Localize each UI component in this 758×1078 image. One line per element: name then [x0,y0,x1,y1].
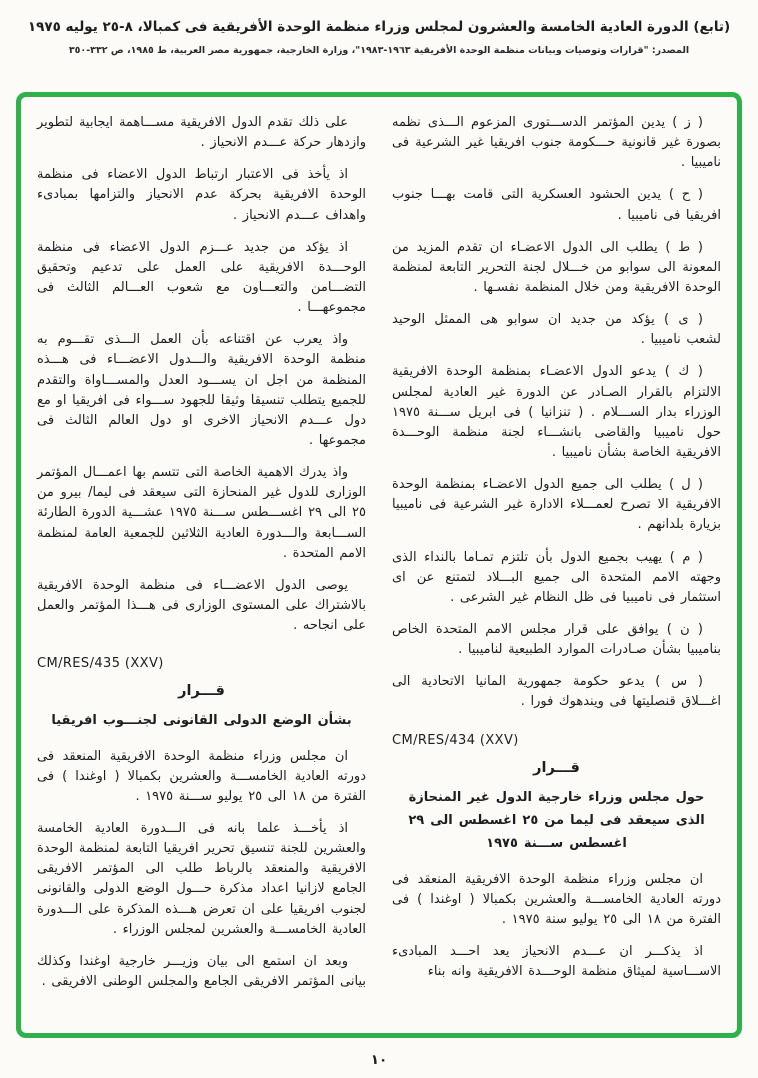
paragraph: ( ك ) يدعو الدول الاعضـاء بمنظمة الوحدة الافريقية الالتزام بالقرار الصـادر عن الدورة غير العادية لمجلس الوزراء بدار الســـلام . ( تنزانيا ) فى ابريل ســـنة ١٩٧٥ حول ناميبيا والقاضى بانشـــاء لجنة منظمة الوحـــدة الافريقية الخاصة بشأن ناميبيا . [392,364,721,460]
header-source-line: المصدر: "قرارات وتوصيات وبيانات منظمة الوحدة الأفريقية ١٩٦٣-١٩٨٣"، وزارة الخارجية، جمهورية مصر العربية، ط ١٩٨٥، ص ٣٣٢-٣٥٠ [68,44,690,56]
resolution-heading: قـــرار [533,759,580,776]
paragraph: ( م ) يهيب بجميع الدول بأن تلتزم تمـاما بالنداء الذى وجهته الامم المتحدة الى جميع البـــلاد لتمتنع عن اى استثمار فى ناميبيا فى ظل النظام غير الشرعى . [392,549,721,605]
paragraph: ( ن ) يوافق على قرار مجلس الامم المتحدة الخاص بناميبيا بشأن صـادرات الموارد الطبيعية لناميبيا . [392,621,721,658]
resolution-title: بشأن الوضع الدولى القانونى لجنـــوب افريقيا [51,713,352,729]
paragraph: ( ز ) يدين المؤتمر الدســـتورى المزعوم الـــذى نظمه بصورة غير قانونية حـــكومة جنوب افريقيا غير الشرعية فى ناميبيا . [392,115,721,171]
paragraph: اذ يذكـــر ان عـــدم الانحياز يعد احـــد المبادىء الاســـاسية لميثاق منظمة الوحـــدة الافريقية وانه بناء [392,944,721,980]
paragraph: اذ يؤكد من جديد عـــزم الدول الاعضاء فى منظمة الوحـــدة الافريقية على العمل على تدعيم وتحقيق التضـــامن والتعـــاون مع شعوب العـــالم الثالث فى مجموعهـــا . [37,239,366,316]
paragraph: على ذلك تقدم الدول الافريقية مســـاهمة ايجابية لتطوير وازدهار حركة عـــدم الانحياز . [37,115,366,151]
header-title: (تابع) الدورة العادية الخامسة والعشرون لمجلس وزراء منظمة الوحدة الأفريقية فى كمبالا، ٨-٢٥ يوليه ١٩٧٥ [27,19,731,35]
paragraph: اذ يأخـــذ علما بانه فى الـــدورة العادية الخامسة والعشرين للجنة تنسيق تحرير افريقيا التابعة لمنظمة الوحدة الافريقية والمنعقد بالرباط طلب الى المؤتمر الافريقى الجامع لازانيا اعداد مذكرة حـــول الوضع الدولى والقانونى لجنوب افريقيا على ان تعرض هـــذه المذكرة على الـــدورة العادية الخامســـة والعشرين لمجلس الوزراء . [37,821,366,937]
paragraph: ( ح ) يدين الحشود العسكرية التى قامت بهـــا جنوب افريقيا فى ناميبيا . [392,187,721,223]
paragraph: اذ يأخذ فى الاعتبار ارتباط الدول الاعضاء فى منظمة الوحدة الافريقية بحركة عدم الانحياز والتزامها بمبادىء واهداف عـــدم الانحياز . [37,167,366,223]
paragraph: يوصى الدول الاعضـــاء فى منظمة الوحدة الافريقية بالاشتراك على المستوى الوزارى فى هـــذا المؤتمر والعمل على انجاحه . [37,577,366,634]
paragraph: واذ يدرك الاهمية الخاصة التى تتسم بها اعمـــال المؤتمر الوزارى للدول غير المنحازة التى سيعقد فى ليما/ بيرو من ٢٥ الى ٢٩ اغســـطس ســـنة ١٩٧٥ عشـــية الدورة الطارئة الســـابعة والـــدورة العادية الثلاثين للجمعية العامة لمنظمة الامم المتحدة . [37,465,366,561]
paragraph: ان مجلس وزراء منظمة الوحدة الافريقية المنعقد فى دورته العادية الخامســـة والعشرين بكمبالا ( اوغندا ) فى الفترة من ١٨ الى ٢٥ يوليو سنة ١٩٧٥ . [392,871,721,927]
resolution-code: CM/RES/435 (XXV) [37,656,164,672]
resolution-title: حول مجلس وزراء خارجية الدول غير المنحازة الذى سيعقد فى ليما من ٢٥ اغسطس الى ٢٩ اغسطس ســـنة ١٩٧٥ [408,789,705,852]
green-frame [16,92,742,1038]
paragraph: ( س ) يدعو حكومة جمهورية المانيا الاتحادية الى اغـــلاق قنصليتها فى ويندهوك فورا . [392,674,721,710]
paragraph: ( ى ) يؤكد من جديد ان سوابو هى الممثل الوحيد لشعب ناميبيا . [392,312,721,348]
page-number: ١٠ [370,1052,388,1068]
paragraph: ( ل ) يطلب الى جميع الدول الاعضـاء بمنظمة الوحدة الافريقية الا تصرح لعمـــلاء الادارة غير الشرعية فى ناميبيا بزيارة بلدانهم . [392,477,721,533]
paragraph: وبعد ان استمع الى بيان وزيـــر خارجية اوغندا وكذلك بيانى المؤتمر الافريقى الجامع والمجلس الوطنى الافريقى . [37,953,366,990]
right-column [392,113,721,1023]
page-footer [0,1052,758,1068]
paragraph: واذ يعرب عن اقتناعه بأن العمل الـــذى تقـــوم به منظمة الوحدة الافريقية والـــدول الاعضـــاء فى هـــذه المنظمة من اجل ان يســـود العدل والمســـاواة والتقدم للجميع يتطلب تنسيقا وثيقا للجهود ســـواء فى افريقيا او مع دول عـــدم الانحياز الاخرى او دول العالم الثالث فى مجموعها . [37,332,366,448]
resolution-heading: قـــرار [178,683,225,700]
paragraph: ( ط ) يطلب الى الدول الاعضـاء ان تقدم المزيد من المعونة الى سوابو من خـــلال لجنة التحرير التابعة لمنظمة الوحدة الافريقية ومن خلال المنظمة نفسـها . [392,239,721,295]
left-column [37,113,366,1023]
paragraph: ان مجلس وزراء منظمة الوحدة الافريقية المنعقد فى دورته العادية الخامســـة والعشرين بكمبالا ( اوغندا ) فى الفترة من ١٨ الى ٢٥ يوليو ســـنة ١٩٧٥ . [37,748,366,804]
document-header [0,0,758,56]
resolution-code: CM/RES/434 (XXV) [392,732,519,748]
